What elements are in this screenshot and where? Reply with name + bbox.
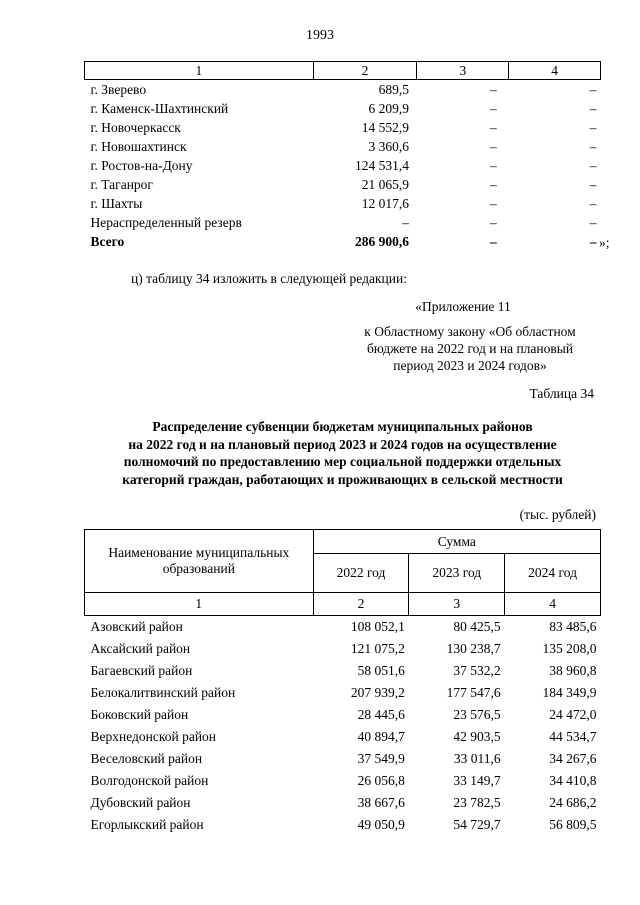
row-dash: –: [589, 101, 597, 116]
value-2022: 26 056,8: [357, 773, 405, 788]
table-row: [85, 194, 601, 213]
column-number-4: 4: [509, 62, 601, 80]
closing-quote: »;: [599, 235, 610, 250]
table-row: [85, 137, 601, 156]
value-2023: 42 903,5: [453, 729, 501, 744]
row-name: г. Таганрог: [90, 177, 153, 192]
table-row: [85, 213, 601, 232]
value-2023: 33 011,6: [453, 751, 501, 766]
value-2024: 56 809,5: [549, 817, 597, 832]
row-dash: –: [589, 158, 597, 173]
column-number-2: 2: [313, 62, 417, 80]
value-2024: 135 208,0: [542, 641, 597, 656]
table-row: [85, 638, 601, 660]
row-dash: –: [489, 82, 497, 97]
value-2023: 54 729,7: [453, 817, 501, 832]
table-title: [84, 418, 601, 488]
table-label: Таблица 34: [529, 386, 594, 401]
row-dash: –: [489, 177, 497, 192]
value-2024: 38 960,8: [549, 663, 597, 678]
value-2023: 130 238,7: [446, 641, 501, 656]
title-line: на 2022 год и на плановый период 2023 и 2024 годов на осуществление: [128, 436, 557, 452]
row-name: г. Новочеркасск: [90, 120, 181, 135]
district-name: Аксайский район: [90, 641, 191, 656]
table-row: [85, 792, 601, 814]
value-2022: 38 667,6: [357, 795, 405, 810]
appendix-title: «Приложение 11: [415, 299, 511, 314]
table-row: [85, 726, 601, 748]
table-row: [85, 175, 601, 194]
total-label: Всего: [90, 234, 125, 249]
row-dash: –: [589, 139, 597, 154]
table-row: [85, 660, 601, 682]
column-number-4: 4: [505, 593, 601, 616]
value-2022: 58 051,6: [357, 663, 405, 678]
district-name: Веселовский район: [90, 751, 203, 766]
table-row: [85, 748, 601, 770]
value-2022: 49 050,9: [357, 817, 405, 832]
value-2024: 83 485,6: [549, 619, 597, 634]
appendix-line: к Областному закону «Об областном: [364, 324, 576, 339]
value-2023: 33 149,7: [453, 773, 501, 788]
row-name: г. Зверево: [90, 82, 147, 97]
district-name: Волгодонской район: [90, 773, 209, 788]
row-dash: –: [489, 101, 497, 116]
column-numbers-row: [85, 593, 601, 616]
value-2022: 207 939,2: [350, 685, 405, 700]
row-dash: –: [589, 120, 597, 135]
header-year-2022: 2022 год: [313, 554, 409, 593]
table-header-row: [85, 62, 601, 80]
value-2024: 24 472,0: [549, 707, 597, 722]
row-dash: –: [589, 177, 597, 192]
municipal-table-continued: [84, 61, 601, 251]
row-name: г. Новошахтинск: [90, 139, 187, 154]
column-number-3: 3: [417, 62, 509, 80]
value-2023: 23 576,5: [453, 707, 501, 722]
table-row: [85, 770, 601, 792]
value-2024: 44 534,7: [549, 729, 597, 744]
row-dash: –: [489, 196, 497, 211]
subvention-table: [84, 529, 601, 836]
row-dash: –: [489, 120, 497, 135]
column-number-2: 2: [313, 593, 409, 616]
value-2024: 34 410,8: [549, 773, 597, 788]
total-value: 286 900,6: [354, 234, 409, 249]
value-2023: 80 425,5: [453, 619, 501, 634]
row-value: 6 209,9: [368, 101, 409, 116]
row-value: 689,5: [378, 82, 409, 97]
row-dash: –: [489, 158, 497, 173]
column-number-1: 1: [85, 62, 314, 80]
page-number: 1993: [306, 28, 334, 43]
title-line: категорий граждан, работающих и проживающих в сельской местности: [122, 471, 563, 487]
value-2022: 40 894,7: [357, 729, 405, 744]
row-dash: –: [589, 82, 597, 97]
appendix-reference: [330, 323, 610, 374]
table-row: [85, 156, 601, 175]
table-row: [85, 814, 601, 836]
district-name: Белокалитвинский район: [90, 685, 236, 700]
value-2022: 28 445,6: [357, 707, 405, 722]
header-year-2024: 2024 год: [505, 554, 601, 593]
appendix-line: период 2023 и 2024 годов»: [393, 358, 547, 373]
amendment-intro: ц) таблицу 34 изложить в следующей редакции:: [131, 271, 407, 286]
total-dash: –: [589, 234, 597, 249]
row-value: 124 531,4: [354, 158, 409, 173]
value-2024: 34 267,6: [549, 751, 597, 766]
row-dash: –: [589, 196, 597, 211]
row-name: г. Ростов-на-Дону: [90, 158, 193, 173]
value-2022: 37 549,9: [357, 751, 405, 766]
district-name: Боковский район: [90, 707, 189, 722]
total-dash: –: [489, 234, 497, 249]
row-value: 21 065,9: [361, 177, 409, 192]
district-name: Багаевский район: [90, 663, 193, 678]
value-2023: 23 782,5: [453, 795, 501, 810]
row-value: –: [402, 215, 409, 230]
district-name: Верхнедонской район: [90, 729, 217, 744]
title-line: полномочий по предоставлению мер социальной поддержки отдельных: [123, 454, 562, 469]
total-row: [85, 232, 601, 251]
district-name: Дубовский район: [90, 795, 191, 810]
row-dash: –: [489, 215, 497, 230]
row-name: г. Каменск-Шахтинский: [90, 101, 229, 116]
value-2022: 108 052,1: [350, 619, 405, 634]
header-year-2023: 2023 год: [409, 554, 505, 593]
row-value: 12 017,6: [361, 196, 409, 211]
value-2023: 37 532,2: [453, 663, 501, 678]
row-dash: –: [489, 139, 497, 154]
units-label: (тыс. рублей): [519, 507, 596, 522]
row-value: 14 552,9: [361, 120, 409, 135]
column-number-1: 1: [85, 593, 314, 616]
table-row: [85, 118, 601, 137]
value-2022: 121 075,2: [350, 641, 405, 656]
row-name: г. Шахты: [90, 196, 143, 211]
row-dash: –: [589, 215, 597, 230]
row-name: Нераспределенный резерв: [90, 215, 242, 230]
value-2024: 184 349,9: [542, 685, 597, 700]
header-row: [85, 530, 601, 554]
table-row: [85, 682, 601, 704]
value-2023: 177 547,6: [446, 685, 501, 700]
district-name: Егорлыкский район: [90, 817, 204, 832]
header-name: Наименование муниципальных образований: [85, 530, 314, 593]
column-number-3: 3: [409, 593, 505, 616]
table-row: [85, 99, 601, 118]
title-line: Распределение субвенции бюджетам муниципальных районов: [152, 419, 533, 434]
district-name: Азовский район: [90, 619, 183, 634]
row-value: 3 360,6: [368, 139, 409, 154]
appendix-line: бюджете на 2022 год и на плановый: [366, 341, 574, 356]
value-2024: 24 686,2: [549, 795, 597, 810]
table-row: [85, 704, 601, 726]
table-row: [85, 616, 601, 639]
table-row: [85, 80, 601, 100]
header-sum: Сумма: [313, 530, 600, 554]
